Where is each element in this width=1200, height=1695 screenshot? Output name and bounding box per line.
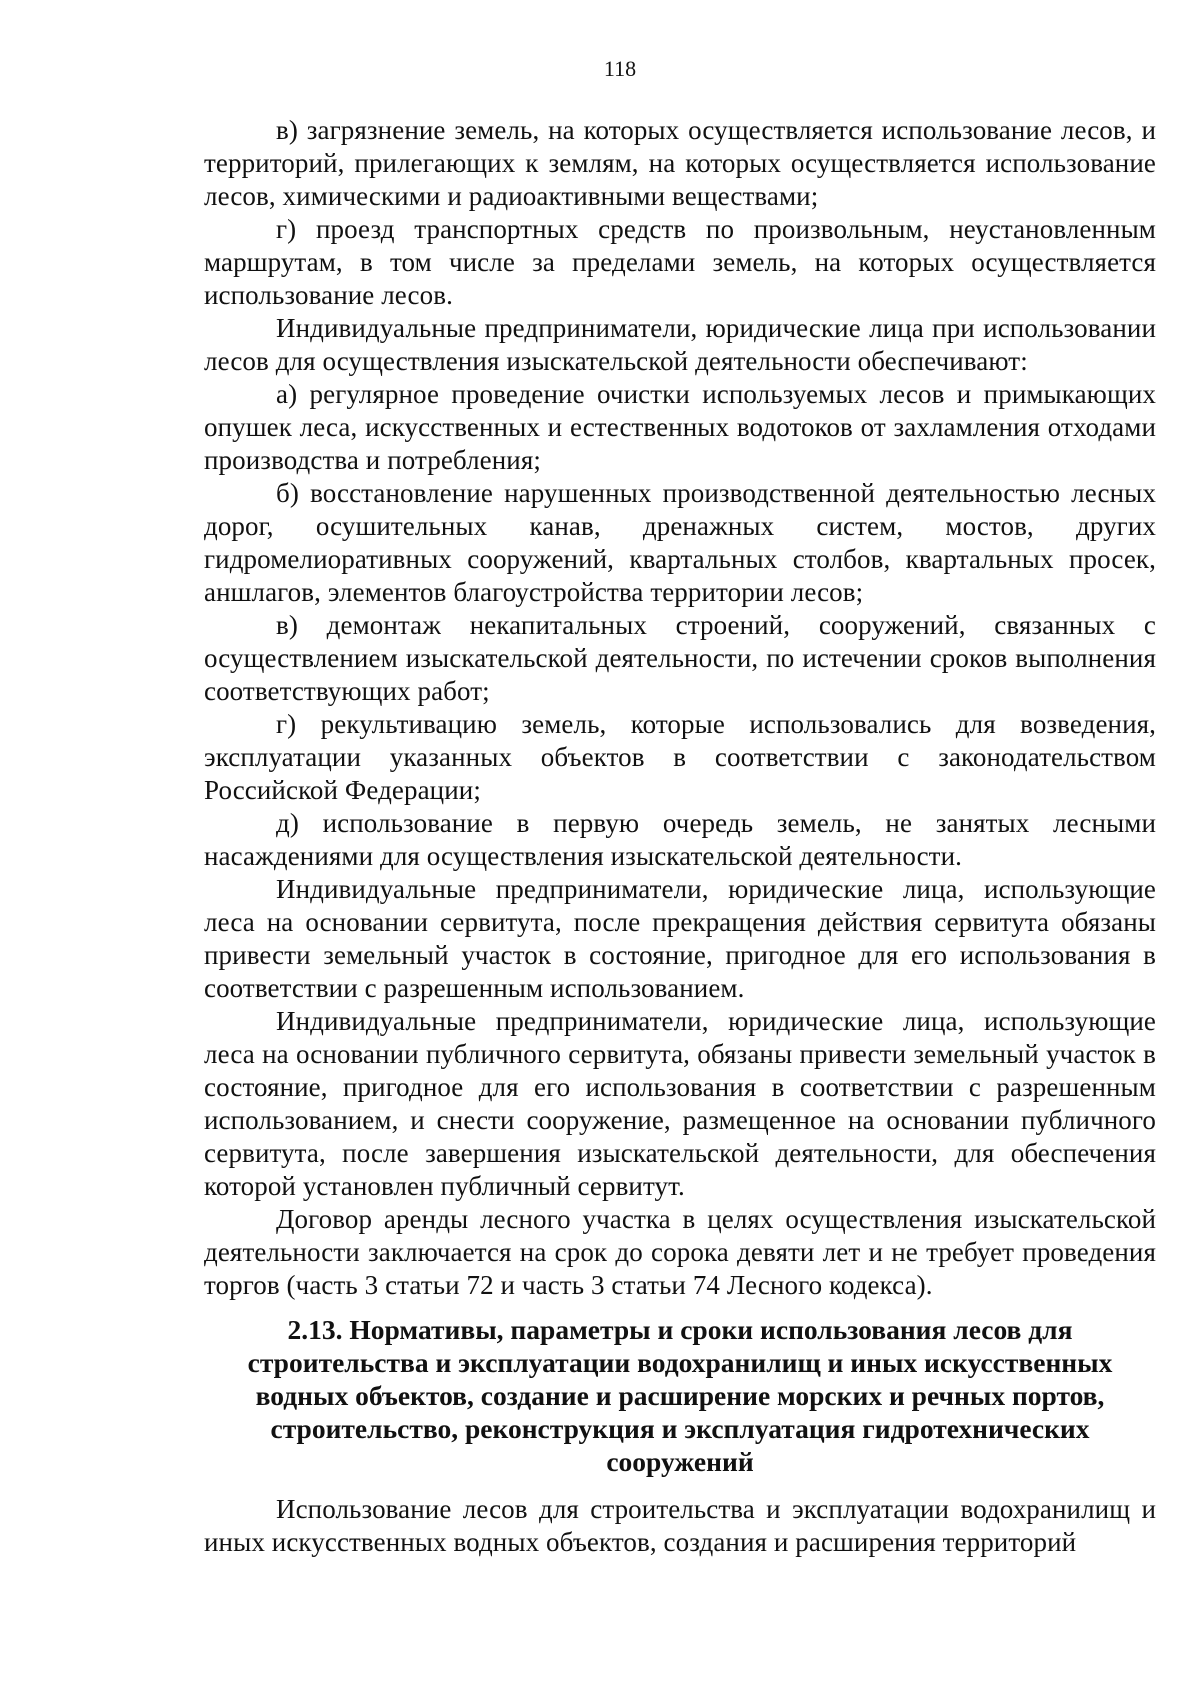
paragraph-survey-obligations-intro: Индивидуальные предприниматели, юридические лица при использовании лесов для осуществления изыскательской деятельности обеспечивают:	[204, 313, 1156, 376]
paragraph-recultivation: г) рекультивацию земель, которые использовались для возведения, эксплуатации указанных объектов в соответствии с законодательством Российской Федерации;	[204, 709, 1156, 805]
paragraph-reservoir-use: Использование лесов для строительства и эксплуатации водохранилищ и иных искусственных водных объектов, создания и расширения территорий	[204, 1494, 1156, 1557]
paragraph-public-servitude: Индивидуальные предприниматели, юридические лица, использующие леса на основании публичного сервитута, обязаны привести земельный участок в состояние, пригодное для его использования в соответствии с разрешенным использованием, и снести сооружение, размещенное на основании публичного сервитута, после завершения изыскательской деятельности, для обеспечения которой установлен публичный сервитут.	[204, 1006, 1156, 1201]
paragraph-lease-agreement: Договор аренды лесного участка в целях осуществления изыскательской деятельности заключается на срок до сорока девяти лет и не требует проведения торгов (часть 3 статьи 72 и часть 3 статьи 74 Лесного кодекса).	[204, 1204, 1156, 1300]
paragraph-restoration: б) восстановление нарушенных производственной деятельностью лесных дорог, осушительных канав, дренажных систем, мостов, других гидромелиоративных сооружений, квартальных столбов, квартальных просек, аншлагов, элементов благоустройства территории лесов;	[204, 478, 1156, 607]
section-heading: 2.13. Нормативы, параметры и сроки использования лесов для строительства и эксплуатации водохранилищ и иных искусственных водных объектов, создание и расширение морских и речных портов, строительство, реконструкция и эксплуатация гидротехнических сооружений	[247, 1314, 1113, 1477]
paragraph-pollution: в) загрязнение земель, на которых осуществляется использование лесов, и территорий, прилегающих к землям, на которых осуществляется использование лесов, химическими и радиоактивными веществами;	[204, 115, 1156, 211]
paragraph-cleaning: а) регулярное проведение очистки используемых лесов и примыкающих опушек леса, искусственных и естественных водотоков от захламления отходами производства и потребления;	[204, 379, 1156, 475]
paragraph-dismantling: в) демонтаж некапитальных строений, сооружений, связанных с осуществлением изыскательской деятельности, по истечении сроков выполнения соответствующих работ;	[204, 610, 1156, 706]
page-number: 118	[603, 56, 637, 81]
paragraph-priority-land-use: д) использование в первую очередь земель, не занятых лесными насаждениями для осуществления изыскательской деятельности.	[204, 808, 1156, 871]
page-content	[204, 114, 1156, 1559]
paragraph-servitude: Индивидуальные предприниматели, юридические лица, использующие леса на основании сервитута, после прекращения действия сервитута обязаны привести земельный участок в состояние, пригодное для его использования в соответствии с разрешенным использованием.	[204, 874, 1156, 1003]
paragraph-vehicle-passage: г) проезд транспортных средств по произвольным, неустановленным маршрутам, в том числе за пределами земель, на которых осуществляется использование лесов.	[204, 214, 1156, 310]
